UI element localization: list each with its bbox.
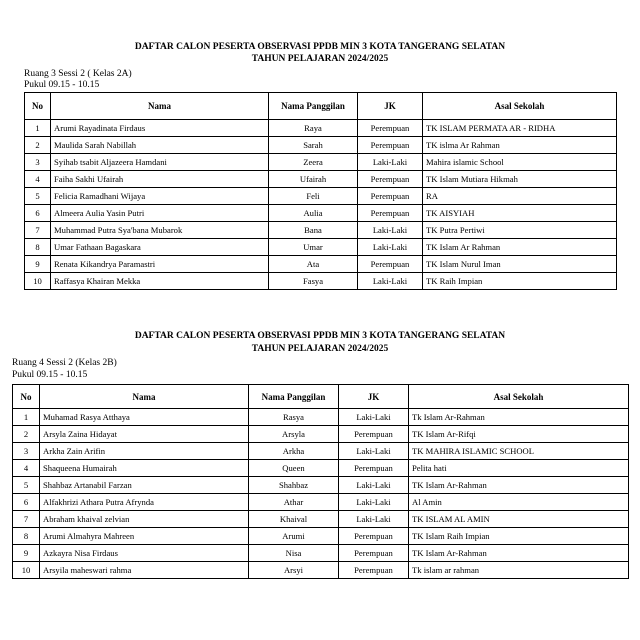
cell-jk: Perempuan	[358, 256, 423, 273]
table-row	[13, 562, 629, 579]
cell-jk: Laki-Laki	[339, 477, 409, 494]
section1-title-line2: TAHUN PELAJARAN 2024/2025	[251, 54, 389, 64]
table-row	[13, 511, 629, 528]
cell-nama-panggilan: Arumi	[249, 528, 339, 545]
cell-asal-sekolah: Tk islam ar rahman	[409, 562, 629, 579]
section1-title-line1: DAFTAR CALON PESERTA OBSERVASI PPDB MIN 3 KOTA TANGERANG SELATAN	[134, 42, 506, 52]
cell-nama-panggilan: Ufairah	[269, 171, 358, 188]
section2-time: Pukul 09.15 - 10.15	[12, 370, 88, 380]
cell-asal-sekolah: TK Islam Ar Rahman	[423, 239, 617, 256]
table-row	[25, 188, 617, 205]
cell-no: 3	[25, 154, 51, 171]
cell-nama: Arsyila maheswari rahma	[40, 562, 249, 579]
cell-asal-sekolah: TK Raih Impian	[423, 273, 617, 290]
cell-asal-sekolah: TK Putra Pertiwi	[423, 222, 617, 239]
section1-room: Ruang 3 Sessi 2 ( Kelas 2A)	[24, 69, 132, 79]
cell-nama-panggilan: Queen	[249, 460, 339, 477]
table-row	[13, 477, 629, 494]
cell-no: 1	[25, 120, 51, 137]
cell-nama: Arumi Almahyra Mahreen	[40, 528, 249, 545]
cell-nama-panggilan: Bana	[269, 222, 358, 239]
cell-no: 6	[13, 494, 40, 511]
cell-no: 1	[13, 409, 40, 426]
cell-asal-sekolah: Tk Islam Ar-Rahman	[409, 409, 629, 426]
cell-jk: Perempuan	[339, 545, 409, 562]
cell-no: 10	[25, 273, 51, 290]
table-row	[13, 409, 629, 426]
table-row	[25, 205, 617, 222]
cell-asal-sekolah: RA	[423, 188, 617, 205]
table-row	[25, 273, 617, 290]
cell-nama: Muhammad Putra Sya'bana Mubarok	[51, 222, 269, 239]
cell-nama-panggilan: Arkha	[249, 443, 339, 460]
cell-nama: Maulida Sarah Nabillah	[51, 137, 269, 154]
table-row	[25, 256, 617, 273]
cell-nama: Renata Kikandrya Paramastri	[51, 256, 269, 273]
header-nama: Nama	[51, 93, 269, 120]
cell-nama-panggilan: Arsyi	[249, 562, 339, 579]
cell-asal-sekolah: TK islma Ar Rahman	[423, 137, 617, 154]
cell-no: 7	[25, 222, 51, 239]
cell-nama: Raffasya Khairan Mekka	[51, 273, 269, 290]
section2-title-line2: TAHUN PELAJARAN 2024/2025	[251, 344, 389, 354]
cell-nama: Arkha Zain Arifin	[40, 443, 249, 460]
cell-asal-sekolah: TK ISLAM AL AMIN	[409, 511, 629, 528]
cell-nama-panggilan: Zeera	[269, 154, 358, 171]
cell-no: 9	[13, 545, 40, 562]
section2-room: Ruang 4 Sessi 2 (Kelas 2B)	[12, 358, 117, 368]
cell-jk: Laki-Laki	[358, 239, 423, 256]
table-row	[25, 239, 617, 256]
cell-no: 8	[13, 528, 40, 545]
cell-asal-sekolah: TK ISLAM PERMATA AR - RIDHA	[423, 120, 617, 137]
cell-nama: Syihab tsabit Aljazeera Hamdani	[51, 154, 269, 171]
cell-jk: Perempuan	[358, 120, 423, 137]
cell-no: 9	[25, 256, 51, 273]
cell-jk: Perempuan	[358, 188, 423, 205]
header-nama-panggilan: Nama Panggilan	[249, 385, 339, 409]
cell-asal-sekolah: Mahira islamic School	[423, 154, 617, 171]
cell-nama-panggilan: Ata	[269, 256, 358, 273]
header-jk: JK	[339, 385, 409, 409]
cell-no: 4	[25, 171, 51, 188]
cell-nama: Almeera Aulia Yasin Putri	[51, 205, 269, 222]
table-row	[25, 137, 617, 154]
cell-nama-panggilan: Umar	[269, 239, 358, 256]
cell-jk: Perempuan	[339, 426, 409, 443]
cell-nama-panggilan: Raya	[269, 120, 358, 137]
table-row	[13, 443, 629, 460]
cell-no: 5	[13, 477, 40, 494]
table-row	[25, 120, 617, 137]
cell-nama-panggilan: Fasya	[269, 273, 358, 290]
cell-jk: Laki-Laki	[358, 154, 423, 171]
cell-jk: Perempuan	[358, 137, 423, 154]
cell-no: 4	[13, 460, 40, 477]
cell-jk: Laki-Laki	[339, 443, 409, 460]
cell-jk: Laki-Laki	[358, 273, 423, 290]
cell-nama: Alfakhrizi Athara Putra Afrynda	[40, 494, 249, 511]
cell-asal-sekolah: TK Islam Raih Impian	[409, 528, 629, 545]
cell-jk: Perempuan	[339, 528, 409, 545]
cell-asal-sekolah: TK Islam Ar-Rifqi	[409, 426, 629, 443]
table-row	[25, 171, 617, 188]
cell-nama: Shahbaz Artanabil Farzan	[40, 477, 249, 494]
cell-nama-panggilan: Shahbaz	[249, 477, 339, 494]
cell-jk: Perempuan	[339, 460, 409, 477]
cell-asal-sekolah: Pelita hati	[409, 460, 629, 477]
cell-nama-panggilan: Rasya	[249, 409, 339, 426]
cell-asal-sekolah: TK AISYIAH	[423, 205, 617, 222]
cell-jk: Perempuan	[358, 205, 423, 222]
section2-table	[12, 384, 629, 579]
cell-nama: Muhamad Rasya Atthaya	[40, 409, 249, 426]
cell-asal-sekolah: TK Islam Mutiara Hikmah	[423, 171, 617, 188]
cell-nama: Umar Fathaan Bagaskara	[51, 239, 269, 256]
cell-asal-sekolah: Al Amin	[409, 494, 629, 511]
table-row	[25, 222, 617, 239]
header-jk: JK	[358, 93, 423, 120]
cell-nama: Shaqueena Humairah	[40, 460, 249, 477]
cell-jk: Laki-Laki	[358, 222, 423, 239]
cell-asal-sekolah: TK Islam Ar-Rahman	[409, 545, 629, 562]
cell-nama: Felicia Ramadhani Wijaya	[51, 188, 269, 205]
cell-jk: Laki-Laki	[339, 494, 409, 511]
header-nama: Nama	[40, 385, 249, 409]
cell-nama: Abraham khaival zelvian	[40, 511, 249, 528]
cell-nama-panggilan: Feli	[269, 188, 358, 205]
section1-time: Pukul 09.15 - 10.15	[24, 80, 100, 90]
cell-no: 3	[13, 443, 40, 460]
cell-no: 2	[25, 137, 51, 154]
cell-jk: Perempuan	[339, 562, 409, 579]
section1-table	[24, 92, 617, 290]
table-row	[25, 154, 617, 171]
table-row	[13, 528, 629, 545]
cell-nama-panggilan: Sarah	[269, 137, 358, 154]
section1-header-row	[25, 93, 617, 120]
cell-asal-sekolah: TK Islam Nurul Iman	[423, 256, 617, 273]
cell-no: 8	[25, 239, 51, 256]
header-asal-sekolah: Asal Sekolah	[409, 385, 629, 409]
cell-nama: Arumi Rayadinata Firdaus	[51, 120, 269, 137]
section2-header-row	[13, 385, 629, 409]
cell-no: 10	[13, 562, 40, 579]
cell-asal-sekolah: TK Islam Ar-Rahman	[409, 477, 629, 494]
cell-jk: Laki-Laki	[339, 409, 409, 426]
cell-asal-sekolah: TK MAHIRA ISLAMIC SCHOOL	[409, 443, 629, 460]
cell-jk: Laki-Laki	[339, 511, 409, 528]
table-row	[13, 494, 629, 511]
header-nama-panggilan: Nama Panggilan	[269, 93, 358, 120]
cell-nama-panggilan: Athar	[249, 494, 339, 511]
cell-no: 7	[13, 511, 40, 528]
cell-nama: Arsyla Zaina Hidayat	[40, 426, 249, 443]
cell-no: 2	[13, 426, 40, 443]
table-row	[13, 460, 629, 477]
cell-jk: Perempuan	[358, 171, 423, 188]
cell-nama: Azkayra Nisa Firdaus	[40, 545, 249, 562]
cell-nama-panggilan: Nisa	[249, 545, 339, 562]
table-row	[13, 545, 629, 562]
cell-no: 6	[25, 205, 51, 222]
cell-nama-panggilan: Arsyla	[249, 426, 339, 443]
header-no: No	[25, 93, 51, 120]
cell-nama: Faiha Sakhi Ufairah	[51, 171, 269, 188]
cell-no: 5	[25, 188, 51, 205]
section2-title-line1: DAFTAR CALON PESERTA OBSERVASI PPDB MIN 3 KOTA TANGERANG SELATAN	[134, 331, 506, 341]
cell-nama-panggilan: Aulia	[269, 205, 358, 222]
header-no: No	[13, 385, 40, 409]
header-asal-sekolah: Asal Sekolah	[423, 93, 617, 120]
table-row	[13, 426, 629, 443]
cell-nama-panggilan: Khaival	[249, 511, 339, 528]
